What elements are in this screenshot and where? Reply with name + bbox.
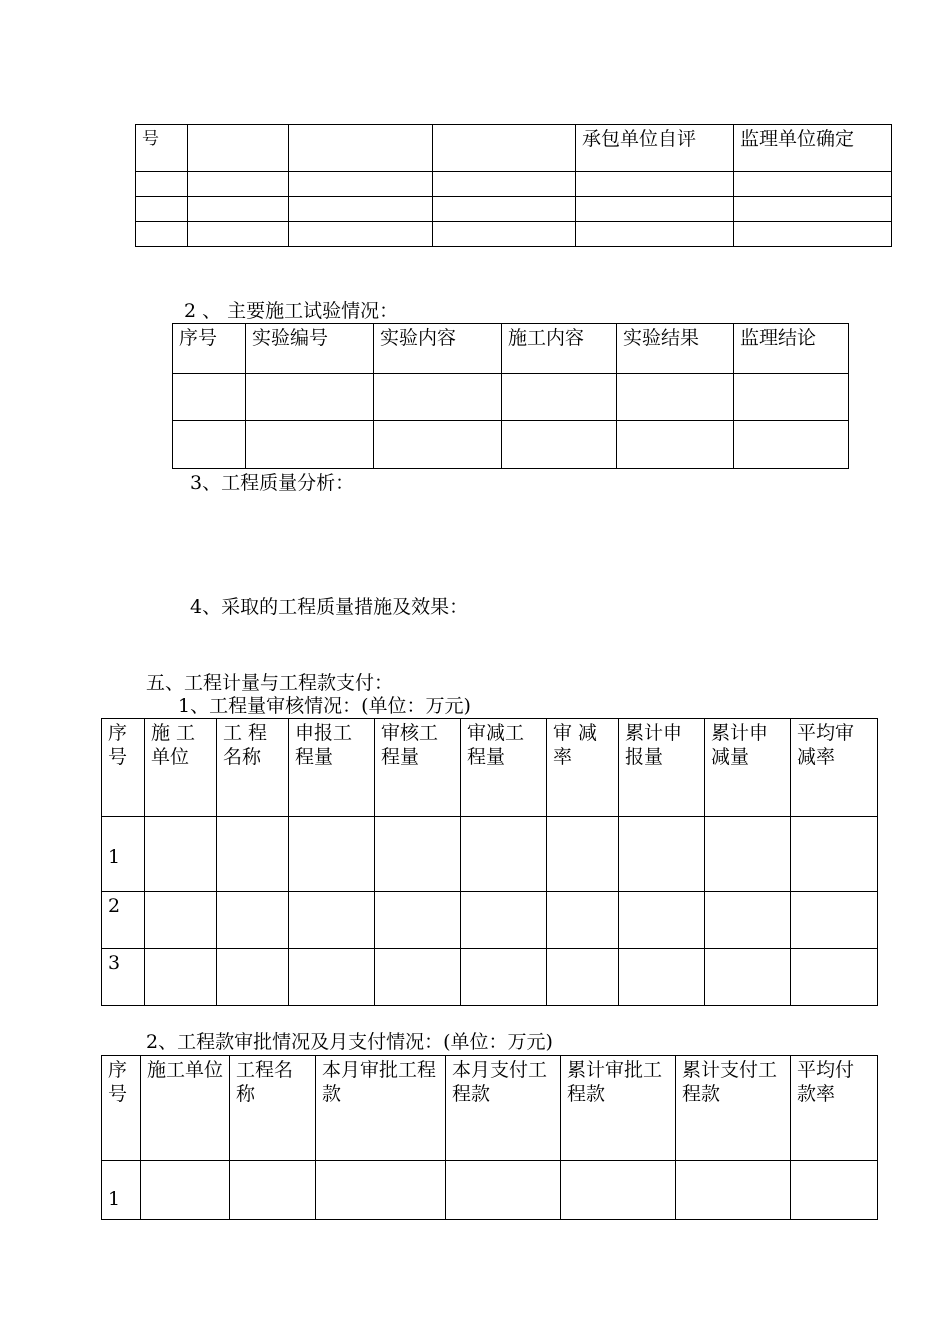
table-cell [230,1161,316,1220]
table-header-cell: 申报工程量 [289,719,375,817]
table-header-cell: 审减工程量 [461,719,547,817]
table-cell [289,197,433,222]
table-cell [136,222,188,247]
table-cell [136,172,188,197]
table-cell [246,374,374,421]
table-tests [172,323,849,469]
table-cell [374,374,502,421]
table-cell [433,125,576,172]
table-payment-approval [101,1055,878,1220]
table-cell [461,892,547,949]
table-header-cell: 施 工单位 [145,719,217,817]
table-header-cell: 累计申报量 [619,719,705,817]
table-cell [576,172,734,197]
table-header-cell: 审 减率 [547,719,619,817]
table-cell [316,1161,446,1220]
table-cell [433,172,576,197]
table-row [102,949,878,1006]
table-header-cell: 实验编号 [246,324,374,374]
table-cell [433,222,576,247]
table-cell [734,421,849,469]
row-number: 1 [102,817,145,892]
table-cell [619,817,705,892]
table-cell [289,949,375,1006]
table-cell [734,222,892,247]
table-cell [547,817,619,892]
table-cell: 承包单位自评 [576,125,734,172]
table-top [135,124,892,247]
table-cell [217,949,289,1006]
table-cell [576,222,734,247]
table-header-cell: 实验内容 [374,324,502,374]
table-cell [619,892,705,949]
section-title-quality-analysis: 3、工程质量分析： [190,472,355,494]
table-header-cell: 审核工程量 [375,719,461,817]
table-cell [188,172,289,197]
table-row [136,172,892,197]
table-header-cell: 序号 [173,324,246,374]
subsection-title-payment-approval: 2、工程款审批情况及月支付情况：(单位：万元) [146,1031,553,1053]
table-cell [145,817,217,892]
table-cell [617,421,734,469]
table-cell [576,197,734,222]
table-cell [461,817,547,892]
table-cell [791,817,878,892]
table-header-cell: 实验结果 [617,324,734,374]
table-cell [173,421,246,469]
table-cell [136,197,188,222]
table-cell [141,1161,230,1220]
table-header-cell: 工程名称 [230,1056,316,1161]
table-header-cell: 序号 [102,719,145,817]
table-header-cell: 工 程名称 [217,719,289,817]
table-header-cell: 本月支付工程款 [446,1056,561,1161]
table-cell [375,892,461,949]
table-cell [705,817,791,892]
table-cell [734,374,849,421]
table-row [102,892,878,949]
table-cell [446,1161,561,1220]
table-cell [561,1161,676,1220]
table-header-cell: 监理结论 [734,324,849,374]
table-header-cell: 累计审批工程款 [561,1056,676,1161]
section-title-measurement-payment: 五、工程计量与工程款支付： [146,672,394,694]
table-header-cell: 平均付款率 [791,1056,878,1161]
row-number: 3 [102,949,145,1006]
table-header-cell: 序号 [102,1056,141,1161]
table-cell [791,949,878,1006]
table-cell [217,892,289,949]
table-cell [217,817,289,892]
table-cell [375,817,461,892]
table-row [102,719,878,817]
table-cell [289,892,375,949]
table-cell [289,125,433,172]
table-cell [502,421,617,469]
table-row [136,125,892,172]
table-header-cell: 累计申减量 [705,719,791,817]
table-cell [246,421,374,469]
table-cell [173,374,246,421]
table-cell [188,197,289,222]
table-cell [289,222,433,247]
row-number: 2 [102,892,145,949]
table-header-cell: 平均审减率 [791,719,878,817]
table-cell [289,172,433,197]
table-cell [145,949,217,1006]
table-cell [705,892,791,949]
table-cell [791,1161,878,1220]
table-cell [375,949,461,1006]
table-cell [619,949,705,1006]
table-cell [617,374,734,421]
subsection-title-quantity-review: 1、工程量审核情况：(单位：万元) [178,695,471,717]
table-cell [433,197,576,222]
table-cell [374,421,502,469]
table-cell [145,892,217,949]
table-cell [734,197,892,222]
table-cell [289,817,375,892]
table-cell [676,1161,791,1220]
section-title-test-situation: 2 、 主要施工试验情况： [184,300,399,322]
table-cell: 号 [136,125,188,172]
table-row [102,1056,878,1161]
table-row [136,222,892,247]
table-cell [188,222,289,247]
row-number: 1 [102,1161,141,1220]
table-cell [188,125,289,172]
table-row [102,817,878,892]
table-row [173,421,849,469]
table-row [173,324,849,374]
table-header-cell: 施工内容 [502,324,617,374]
table-cell [502,374,617,421]
table-header-cell: 施工单位 [141,1056,230,1161]
table-header-cell: 本月审批工程款 [316,1056,446,1161]
table-cell: 监理单位确定 [734,125,892,172]
table-row [173,374,849,421]
table-cell [791,892,878,949]
section-title-quality-measures: 4、采取的工程质量措施及效果： [190,596,469,618]
table-cell [461,949,547,1006]
table-quantity-review [101,718,878,1006]
table-cell [734,172,892,197]
table-header-cell: 累计支付工程款 [676,1056,791,1161]
table-cell [705,949,791,1006]
table-row [102,1161,878,1220]
table-cell [547,949,619,1006]
table-row [136,197,892,222]
table-cell [547,892,619,949]
